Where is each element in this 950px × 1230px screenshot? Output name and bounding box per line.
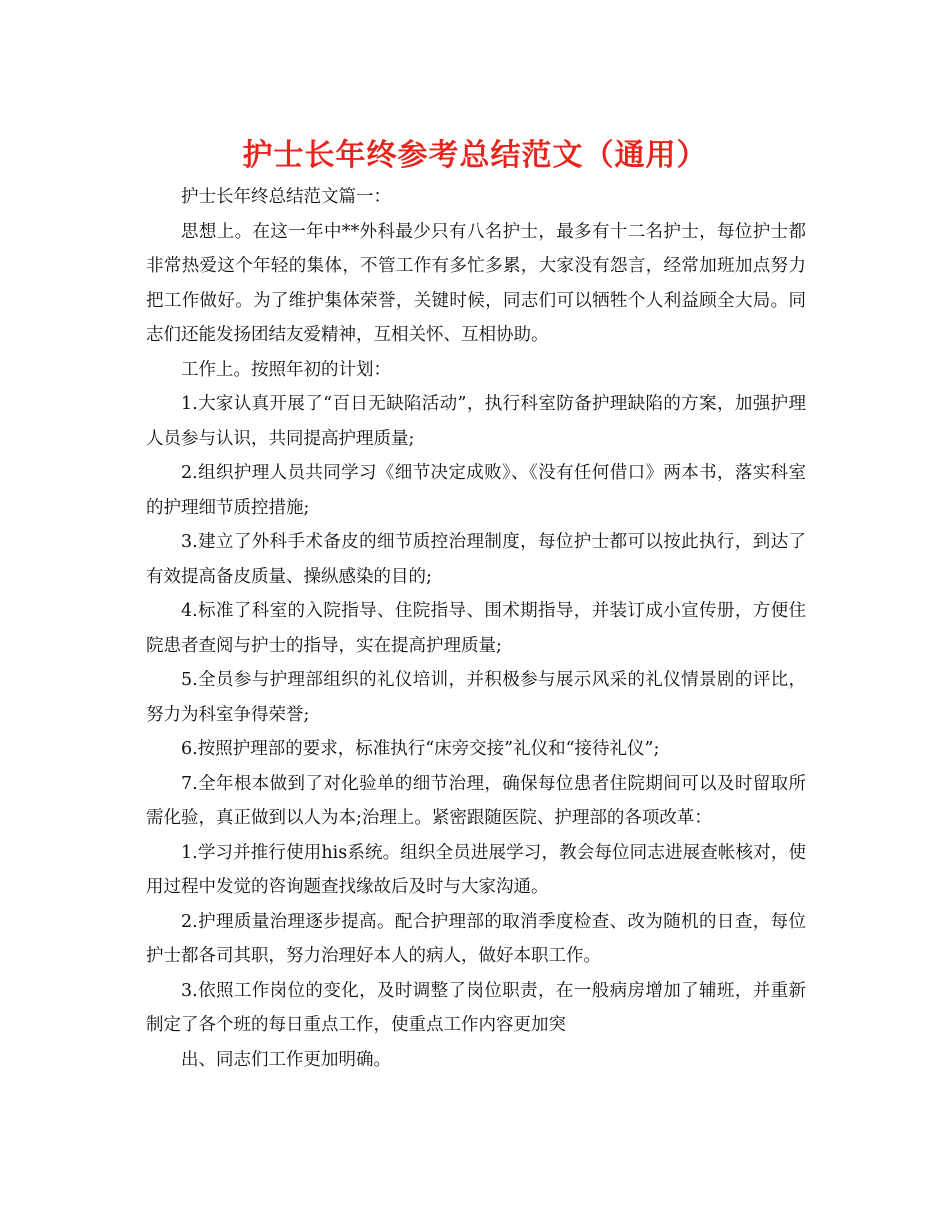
paragraph: 1.学习并推行使用his系统。组织全员进展学习，教会每位同志进展查帐核对，使用过程中发觉的咨询题查找缘故后及时与大家沟通。: [146, 842, 806, 897]
document-body: [146, 180, 806, 1077]
paragraph: 工作上。按照年初的计划：: [181, 359, 391, 380]
paragraph: 6.按照护理部的要求，标准执行“床旁交接”礼仪和“接待礼仪”;: [181, 739, 660, 759]
paragraph: 2.组织护理人员共同学习《细节决定成败》、《没有任何借口》两本书，落实科室的护理细节质控措施;: [146, 463, 806, 518]
paragraph: 4.标准了科室的入院指导、住院指导、围术期指导，并装订成小宣传册，方便住院患者查阅与护士的指导，实在提高护理质量;: [146, 601, 806, 656]
paragraph: 思想上。在这一年中**外科最少只有八名护士，最多有十二名护士，每位护士都非常热爱这个年轻的集体，不管工作有多忙多累，大家没有怨言，经常加班加点努力把工作做好。为了维护集体荣誉，关键时候，同志们可以牺牲个人利益顾全大局。同志们还能发扬团结友爱精神，互相关怀、互相协助。: [146, 221, 806, 345]
paragraph: 3.依照工作岗位的变化，及时调整了岗位职责，在一般病房增加了辅班，并重新制定了各个班的每日重点工作，使重点工作内容更加突: [146, 980, 806, 1035]
paragraph: 1.大家认真开展了“百日无缺陷活动”，执行科室防备护理缺陷的方案，加强护理人员参与认识，共同提高护理质量;: [146, 394, 806, 449]
document-title: 护士长年终参考总结范文（通用）: [242, 138, 708, 173]
paragraph: 5.全员参与护理部组织的礼仪培训，并积极参与展示风采的礼仪情景剧的评比，努力为科室争得荣誉;: [146, 670, 806, 725]
paragraph: 7.全年根本做到了对化验单的细节治理，确保每位患者住院期间可以及时留取所需化验，真正做到以人为本;治理上。紧密跟随医院、护理部的各项改革：: [146, 773, 806, 828]
paragraph: 出、同志们工作更加明确。: [181, 1049, 391, 1070]
paragraph: 3.建立了外科手术备皮的细节质控治理制度，每位护士都可以按此执行，到达了有效提高备皮质量、操纵感染的目的;: [146, 532, 806, 587]
paragraph: 护士长年终总结范文篇一：: [181, 187, 391, 207]
paragraph: 2.护理质量治理逐步提高。配合护理部的取消季度检查、改为随机的日查，每位护士都各司其职，努力治理好本人的病人，做好本职工作。: [146, 911, 806, 966]
